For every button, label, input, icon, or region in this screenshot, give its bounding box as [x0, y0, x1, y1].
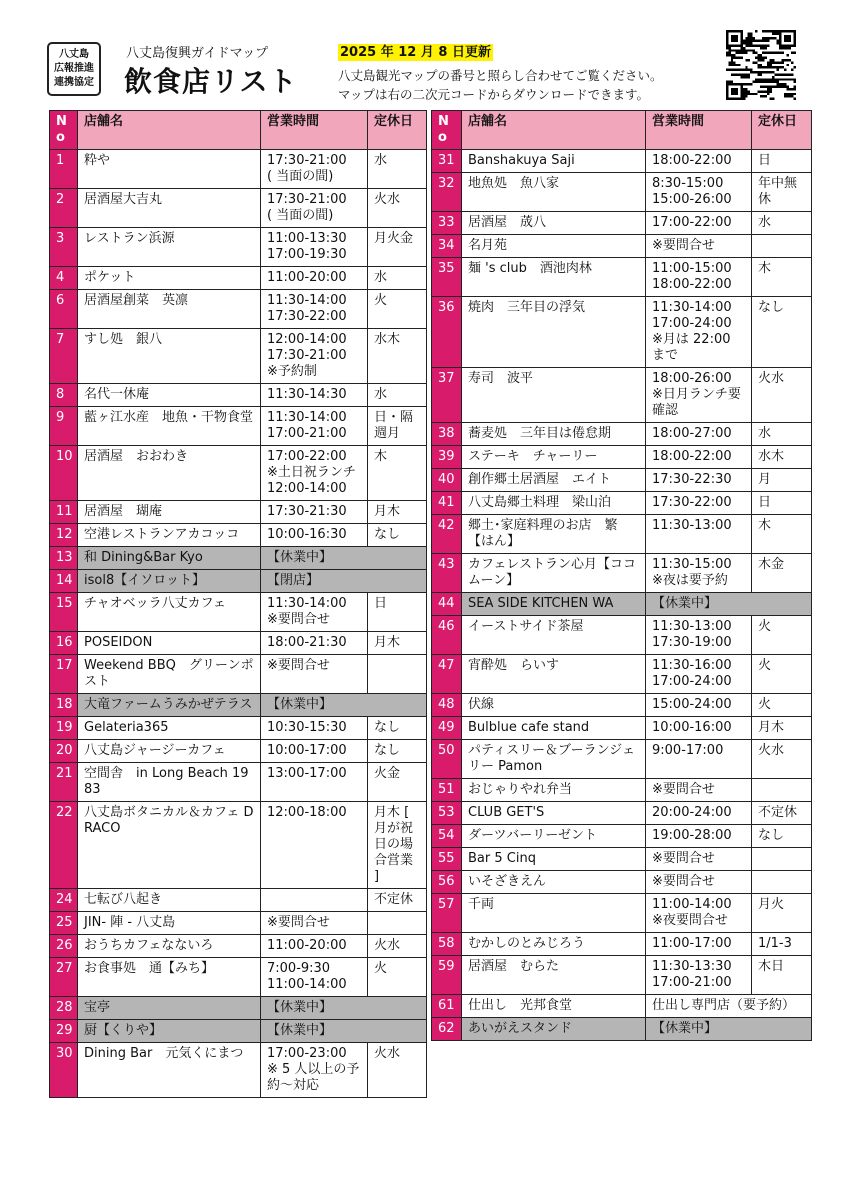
column-header-hours: 営業時間 [646, 111, 752, 150]
row-number: 41 [432, 492, 462, 515]
row-number: 48 [432, 694, 462, 717]
column-header-closed-day: 定休日 [752, 111, 812, 150]
row-number: 21 [50, 763, 78, 802]
restaurant-name: チャオベッラ八丈カフェ [78, 593, 261, 632]
table-row [432, 802, 812, 825]
table-row [432, 956, 812, 995]
business-hours: 12:00-14:00 17:30-21:00 ※予約制 [261, 329, 368, 384]
table-row [432, 515, 812, 554]
table-row [432, 848, 812, 871]
table-row [50, 717, 427, 740]
closed-day: 日・隔週月 [368, 407, 427, 446]
business-hours: 18:00-27:00 [646, 423, 752, 446]
closed-day: 水 [752, 423, 812, 446]
table-row [432, 894, 812, 933]
restaurant-name: 空港レストランアカコッコ [78, 524, 261, 547]
table-row [432, 423, 812, 446]
restaurant-name: SEA SIDE KITCHEN WA [462, 593, 646, 616]
table-row [432, 593, 812, 616]
table-row [432, 235, 812, 258]
row-number: 61 [432, 995, 462, 1018]
table-row [50, 547, 427, 570]
business-hours: 10:00-16:30 [261, 524, 368, 547]
business-hours: ※要問合せ [261, 655, 368, 694]
restaurant-name: おじゃりやれ弁当 [462, 779, 646, 802]
closed-day [752, 779, 812, 802]
table-row [50, 912, 427, 935]
business-hours: 18:00-21:30 [261, 632, 368, 655]
business-hours: 18:00-22:00 [646, 446, 752, 469]
note-line-1: 八丈島観光マップの番号と照らし合わせてご覧ください。 [338, 68, 663, 83]
closed-day: 月木 [368, 501, 427, 524]
closed-day: 火 [752, 616, 812, 655]
closed-day: 水 [368, 384, 427, 407]
table-row [432, 779, 812, 802]
row-number: 57 [432, 894, 462, 933]
row-number: 42 [432, 515, 462, 554]
business-hours: ※要問合せ [646, 848, 752, 871]
row-number: 2 [50, 189, 78, 228]
restaurant-name: ダーツバーリーゼント [462, 825, 646, 848]
closed-day: 火水 [368, 1043, 427, 1098]
logo-stamp [47, 42, 101, 96]
table-row [432, 297, 812, 368]
row-number: 9 [50, 407, 78, 446]
business-hours: 11:30-14:00 17:00-24:00 ※月は 22:00 まで [646, 297, 752, 368]
table-row [50, 802, 427, 889]
business-hours: 11:00-20:00 [261, 935, 368, 958]
row-number: 27 [50, 958, 78, 997]
row-number: 32 [432, 173, 462, 212]
table-row [50, 570, 427, 593]
stamp-line: 八丈島 [59, 49, 89, 60]
closed-day: 火 [368, 958, 427, 997]
closed-day: 木 [752, 515, 812, 554]
row-number: 13 [50, 547, 78, 570]
business-hours: ※要問合せ [646, 871, 752, 894]
business-hours: ※要問合せ [646, 235, 752, 258]
column-header-name: 店舗名 [78, 111, 261, 150]
business-hours: 【休業中】 [261, 997, 427, 1020]
table-row [432, 150, 812, 173]
restaurant-name: お食事処 通【みち】 [78, 958, 261, 997]
stamp-line: 広報推進 [54, 63, 94, 74]
business-hours: 11:30-14:00 17:30-22:00 [261, 290, 368, 329]
business-hours: 11:30-14:00 ※要問合せ [261, 593, 368, 632]
restaurant-name: 地魚処 魚八家 [462, 173, 646, 212]
restaurant-name: 伏線 [462, 694, 646, 717]
table-header-row [432, 111, 812, 150]
table-row [50, 189, 427, 228]
row-number: 29 [50, 1020, 78, 1043]
restaurant-name: 八丈島郷土料理 梁山泊 [462, 492, 646, 515]
business-hours: 11:30-14:30 [261, 384, 368, 407]
restaurant-name: 八丈島ボタニカル＆カフェ DRACO [78, 802, 261, 889]
row-number: 10 [50, 446, 78, 501]
table-row [50, 632, 427, 655]
row-number: 59 [432, 956, 462, 995]
table-row [50, 150, 427, 189]
row-number: 19 [50, 717, 78, 740]
closed-day: 水 [368, 150, 427, 189]
row-number: 6 [50, 290, 78, 329]
closed-day: 不定休 [752, 802, 812, 825]
business-hours: 11:00-20:00 [261, 267, 368, 290]
table-header-row [50, 111, 427, 150]
business-hours: 【休業中】 [261, 694, 427, 717]
table-row [432, 492, 812, 515]
row-number: 3 [50, 228, 78, 267]
business-hours: 12:00-18:00 [261, 802, 368, 889]
table-row [432, 825, 812, 848]
table-row [432, 616, 812, 655]
restaurant-table-right [431, 110, 812, 1041]
row-number: 49 [432, 717, 462, 740]
closed-day: 日 [368, 593, 427, 632]
closed-day: 火 [752, 655, 812, 694]
restaurant-name: パティスリー＆ブーランジェリー Pamon [462, 740, 646, 779]
restaurant-name: いそざきえん [462, 871, 646, 894]
closed-day: 火水 [752, 740, 812, 779]
business-hours: 17:00-22:00 [646, 212, 752, 235]
business-hours: ※要問合せ [646, 779, 752, 802]
row-number: 17 [50, 655, 78, 694]
restaurant-name: おうちカフェなないろ [78, 935, 261, 958]
column-header-closed-day: 定休日 [368, 111, 427, 150]
closed-day: 木金 [752, 554, 812, 593]
closed-day: 月火 [752, 894, 812, 933]
restaurant-name: あいがえスタンド [462, 1018, 646, 1041]
restaurant-name: POSEIDON [78, 632, 261, 655]
row-number: 37 [432, 368, 462, 423]
row-number: 38 [432, 423, 462, 446]
row-number: 40 [432, 469, 462, 492]
business-hours: 【休業中】 [646, 593, 812, 616]
table-row [432, 173, 812, 212]
row-number: 1 [50, 150, 78, 189]
closed-day: 日 [752, 492, 812, 515]
table-row [50, 694, 427, 717]
closed-day: 火 [368, 290, 427, 329]
table-row [50, 1020, 427, 1043]
business-hours: 【休業中】 [646, 1018, 812, 1041]
restaurant-name: 名月苑 [462, 235, 646, 258]
restaurant-name: Banshakuya Saji [462, 150, 646, 173]
table-row [432, 258, 812, 297]
restaurant-name: 八丈島ジャージーカフェ [78, 740, 261, 763]
restaurant-name: 空間舎 in Long Beach 1983 [78, 763, 261, 802]
row-number: 58 [432, 933, 462, 956]
restaurant-name: 七転び八起き [78, 889, 261, 912]
restaurant-name: 厨【くりや】 [78, 1020, 261, 1043]
restaurant-name: むかしのとみじろう [462, 933, 646, 956]
table-row [50, 446, 427, 501]
restaurant-name: イーストサイド茶屋 [462, 616, 646, 655]
column-header-no: No [50, 111, 78, 150]
closed-day: 水木 [368, 329, 427, 384]
business-hours: 18:00-22:00 [646, 150, 752, 173]
business-hours: 11:00-13:30 17:00-19:30 [261, 228, 368, 267]
business-hours: 11:00-14:00 ※夜要問合せ [646, 894, 752, 933]
row-number: 12 [50, 524, 78, 547]
row-number: 51 [432, 779, 462, 802]
restaurant-name: 名代一休庵 [78, 384, 261, 407]
row-number: 20 [50, 740, 78, 763]
table-row [432, 469, 812, 492]
row-number: 14 [50, 570, 78, 593]
row-number: 35 [432, 258, 462, 297]
closed-day: 火 [752, 694, 812, 717]
closed-day: 火水 [368, 189, 427, 228]
restaurant-name: 居酒屋 瑚庵 [78, 501, 261, 524]
table-row [432, 871, 812, 894]
table-row [50, 329, 427, 384]
restaurant-name: 仕出し 光邦食堂 [462, 995, 646, 1018]
row-number: 28 [50, 997, 78, 1020]
table-row [50, 407, 427, 446]
restaurant-name: 居酒屋 荿八 [462, 212, 646, 235]
business-hours: 13:00-17:00 [261, 763, 368, 802]
closed-day: 水 [368, 267, 427, 290]
business-hours: 20:00-24:00 [646, 802, 752, 825]
row-number: 11 [50, 501, 78, 524]
closed-day: なし [368, 717, 427, 740]
restaurant-name: カフェレストラン心月【ココムーン】 [462, 554, 646, 593]
row-number: 53 [432, 802, 462, 825]
table-row [432, 995, 812, 1018]
table-row [50, 524, 427, 547]
business-hours: 18:00-26:00 ※日月ランチ要確認 [646, 368, 752, 423]
restaurant-name: Bar 5 Cinq [462, 848, 646, 871]
page-subtitle: 八丈島復興ガイドマップ [126, 46, 269, 61]
business-hours: 17:00-23:00 ※ 5 人以上の予約～対応 [261, 1043, 368, 1098]
row-number: 16 [50, 632, 78, 655]
table-row [50, 958, 427, 997]
business-hours: 15:00-24:00 [646, 694, 752, 717]
row-number: 34 [432, 235, 462, 258]
restaurant-name: Gelateria365 [78, 717, 261, 740]
business-hours: 17:30-21:00 ( 当面の間) [261, 189, 368, 228]
table-row [432, 554, 812, 593]
page-title: 飲食店リスト [124, 65, 298, 98]
row-number: 15 [50, 593, 78, 632]
table-row [50, 935, 427, 958]
table-row [50, 384, 427, 407]
closed-day [368, 655, 427, 694]
row-number: 39 [432, 446, 462, 469]
business-hours: 11:30-14:00 17:00-21:00 [261, 407, 368, 446]
row-number: 25 [50, 912, 78, 935]
table-row [432, 740, 812, 779]
table-row [432, 933, 812, 956]
business-hours: 10:30-15:30 [261, 717, 368, 740]
closed-day: 月火金 [368, 228, 427, 267]
business-hours: 11:30-15:00 ※夜は要予約 [646, 554, 752, 593]
business-hours: 11:30-16:00 17:00-24:00 [646, 655, 752, 694]
business-hours: 11:30-13:30 17:00-21:00 [646, 956, 752, 995]
restaurant-name: 焼肉 三年目の浮気 [462, 297, 646, 368]
stamp-line: 連携協定 [54, 77, 94, 88]
column-header-hours: 営業時間 [261, 111, 368, 150]
closed-day: 木 [368, 446, 427, 501]
restaurant-name: レストラン浜源 [78, 228, 261, 267]
row-number: 56 [432, 871, 462, 894]
row-number: 33 [432, 212, 462, 235]
table-row [50, 740, 427, 763]
closed-day: なし [368, 740, 427, 763]
restaurant-name: isol8【イソロット】 [78, 570, 261, 593]
column-header-name: 店舗名 [462, 111, 646, 150]
row-number: 55 [432, 848, 462, 871]
business-hours: 17:00-22:00 ※土日祝ランチ 12:00-14:00 [261, 446, 368, 501]
business-hours: 【閉店】 [261, 570, 427, 593]
business-hours: 17:30-21:00 ( 当面の間) [261, 150, 368, 189]
restaurant-name: 粋や [78, 150, 261, 189]
row-number: 24 [50, 889, 78, 912]
table-row [50, 267, 427, 290]
row-number: 22 [50, 802, 78, 889]
closed-day: 日 [752, 150, 812, 173]
business-hours: 11:30-13:00 [646, 515, 752, 554]
table-row [50, 593, 427, 632]
row-number: 7 [50, 329, 78, 384]
business-hours: 8:30-15:00 15:00-26:00 [646, 173, 752, 212]
closed-day: 水 [752, 212, 812, 235]
closed-day: 火水 [368, 935, 427, 958]
row-number: 36 [432, 297, 462, 368]
restaurant-name: 創作郷土居酒屋 エイト [462, 469, 646, 492]
closed-day: 年中無休 [752, 173, 812, 212]
row-number: 46 [432, 616, 462, 655]
table-row [50, 501, 427, 524]
business-hours: 9:00-17:00 [646, 740, 752, 779]
business-hours: 【休業中】 [261, 547, 427, 570]
closed-day: なし [752, 825, 812, 848]
closed-day: 月木 [368, 632, 427, 655]
closed-day [368, 912, 427, 935]
restaurant-name: JIN- 陣 - 八丈島 [78, 912, 261, 935]
restaurant-name: Dining Bar 元気くにまつ [78, 1043, 261, 1098]
closed-day: 水木 [752, 446, 812, 469]
closed-day: 月木 [ 月が祝日の場合営業 ] [368, 802, 427, 889]
row-number: 62 [432, 1018, 462, 1041]
restaurant-name: 和 Dining&Bar Kyo [78, 547, 261, 570]
update-date: 2025 年 12 月 8 日更新 [340, 45, 491, 60]
restaurant-table-left [49, 110, 427, 1098]
business-hours: 仕出し専門店（要予約） [646, 995, 812, 1018]
table-row [50, 290, 427, 329]
restaurant-name: 居酒屋 おおわき [78, 446, 261, 501]
closed-day: なし [752, 297, 812, 368]
table-row [50, 997, 427, 1020]
row-number: 4 [50, 267, 78, 290]
row-number: 44 [432, 593, 462, 616]
closed-day: 不定休 [368, 889, 427, 912]
column-header-no: No [432, 111, 462, 150]
business-hours: 11:00-17:00 [646, 933, 752, 956]
closed-day: 月 [752, 469, 812, 492]
row-number: 47 [432, 655, 462, 694]
restaurant-name: 居酒屋創菜 英凛 [78, 290, 261, 329]
restaurant-name: 蕎麦処 三年目は倦怠期 [462, 423, 646, 446]
restaurant-name: すし処 銀八 [78, 329, 261, 384]
restaurant-name: 居酒屋 むらた [462, 956, 646, 995]
restaurant-name: 麺 's club 酒池肉林 [462, 258, 646, 297]
table-row [432, 655, 812, 694]
row-number: 50 [432, 740, 462, 779]
closed-day [752, 235, 812, 258]
row-number: 18 [50, 694, 78, 717]
closed-day: 1/1-3 [752, 933, 812, 956]
restaurant-name: Weekend BBQ グリーンポスト [78, 655, 261, 694]
closed-day [752, 871, 812, 894]
restaurant-name: 寿司 波平 [462, 368, 646, 423]
row-number: 43 [432, 554, 462, 593]
business-hours: ※要問合せ [261, 912, 368, 935]
table-row [50, 1043, 427, 1098]
closed-day: なし [368, 524, 427, 547]
business-hours: 11:00-15:00 18:00-22:00 [646, 258, 752, 297]
row-number: 54 [432, 825, 462, 848]
business-hours: 11:30-13:00 17:30-19:00 [646, 616, 752, 655]
table-row [432, 212, 812, 235]
row-number: 26 [50, 935, 78, 958]
qr-code-icon[interactable] [726, 30, 796, 100]
closed-day: 火金 [368, 763, 427, 802]
restaurant-name: 藍ヶ江水産 地魚・干物食堂 [78, 407, 261, 446]
note-line-2: マップは右の二次元コードからダウンロードできます。 [338, 87, 650, 102]
business-hours: 10:00-16:00 [646, 717, 752, 740]
business-hours: 10:00-17:00 [261, 740, 368, 763]
closed-day: 火水 [752, 368, 812, 423]
restaurant-name: 郷土･家庭料理のお店 繁【はん】 [462, 515, 646, 554]
restaurant-name: 宝亭 [78, 997, 261, 1020]
table-row [432, 694, 812, 717]
business-hours: 【休業中】 [261, 1020, 427, 1043]
table-row [432, 1018, 812, 1041]
business-hours: 17:30-22:00 [646, 492, 752, 515]
row-number: 8 [50, 384, 78, 407]
business-hours: 19:00-28:00 [646, 825, 752, 848]
restaurant-name: ステーキ チャーリー [462, 446, 646, 469]
closed-day: 木 [752, 258, 812, 297]
restaurant-name: CLUB GET'S [462, 802, 646, 825]
restaurant-name: 千両 [462, 894, 646, 933]
restaurant-name: 居酒屋大吉丸 [78, 189, 261, 228]
business-hours [261, 889, 368, 912]
table-row [432, 717, 812, 740]
restaurant-name: 大竜ファームうみかぜテラス [78, 694, 261, 717]
restaurant-name: ポケット [78, 267, 261, 290]
table-row [50, 889, 427, 912]
row-number: 30 [50, 1043, 78, 1098]
table-row [432, 446, 812, 469]
closed-day [752, 848, 812, 871]
closed-day: 月木 [752, 717, 812, 740]
business-hours: 7:00-9:30 11:00-14:00 [261, 958, 368, 997]
table-row [50, 763, 427, 802]
restaurant-name: Bulblue cafe stand [462, 717, 646, 740]
closed-day: 木日 [752, 956, 812, 995]
table-row [50, 655, 427, 694]
business-hours: 17:30-22:30 [646, 469, 752, 492]
business-hours: 17:30-21:30 [261, 501, 368, 524]
table-row [50, 228, 427, 267]
restaurant-name: 宵酔処 らいす [462, 655, 646, 694]
row-number: 31 [432, 150, 462, 173]
table-row [432, 368, 812, 423]
